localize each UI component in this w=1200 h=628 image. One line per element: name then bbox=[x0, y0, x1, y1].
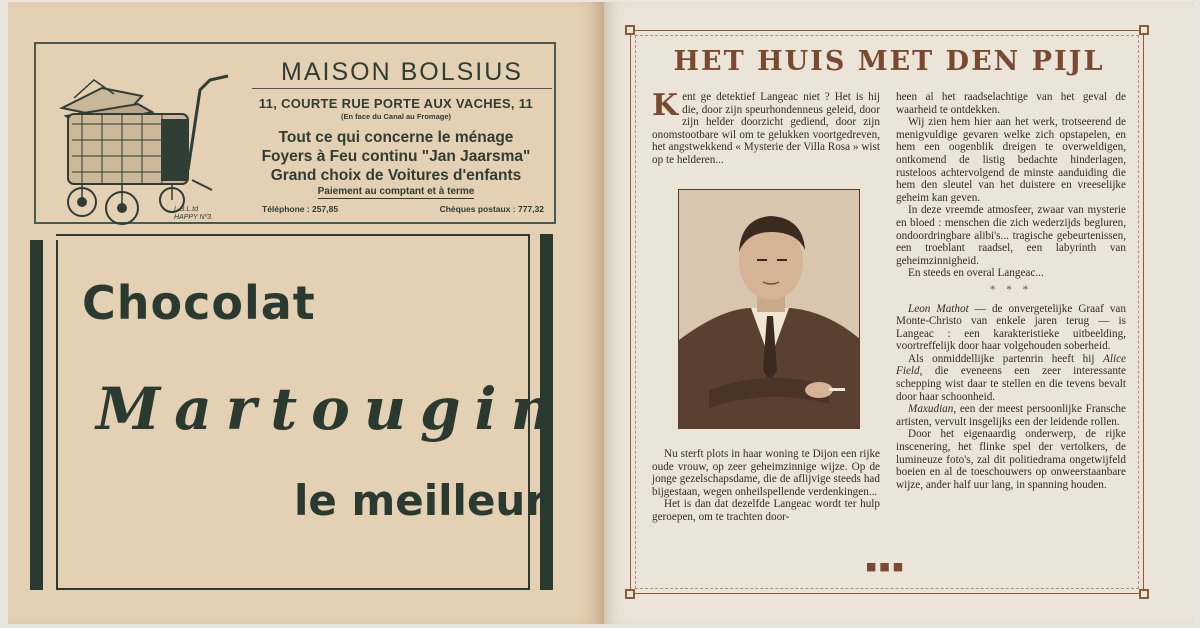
decorative-line bbox=[56, 240, 58, 590]
actor-portrait bbox=[678, 189, 860, 429]
article-col2 bbox=[896, 91, 1126, 491]
article-title: HET HUIS MET DEN PIJL bbox=[673, 46, 1105, 77]
left-page bbox=[8, 2, 604, 624]
article-col1-bottom bbox=[652, 448, 880, 524]
decorative-line bbox=[56, 234, 530, 236]
frame-corner bbox=[1139, 25, 1149, 35]
paragraph: In deze vreemde atmosfeer, zwaar van mysterie en bloed : menschen die zich wederzijds begluren, ondoordringbare alibi's... tragische gebeurtenissen, een troeblant raadsel, een labyrinth van geheimzinnigheid. bbox=[896, 204, 1126, 267]
section-stars: * * * bbox=[989, 283, 1033, 296]
pram-illustration bbox=[42, 50, 232, 225]
chocolat-line-3: le meilleur bbox=[294, 476, 547, 525]
maison-payment: Paiement au comptant et à terme bbox=[317, 186, 475, 197]
maison-title: MAISON BOLSIUS bbox=[252, 58, 552, 89]
chocolat-line-2: Martougin bbox=[96, 375, 567, 443]
chocolat-martougin-ad bbox=[26, 230, 567, 592]
right-page bbox=[604, 2, 1194, 624]
paragraph: Het is dan dat dezelfde Langeac wordt ter hulp geroepen, om te trachten door- bbox=[652, 498, 880, 523]
frame-corner bbox=[1139, 589, 1149, 599]
maison-offer-lines bbox=[226, 128, 566, 185]
decorative-bar bbox=[30, 240, 43, 590]
paragraph-mathot: Leon Mathot — de onvergetelijke Graaf van Monte-Christo van enkele jaren terug — is Langeac : een karakteristieke uitbeelding, voortreffelijk door haar volgehouden soberheid. bbox=[896, 302, 1126, 353]
maison-address: 11, COURTE RUE PORTE AUX VACHES, 11 bbox=[258, 96, 534, 111]
portrait-illustration bbox=[679, 190, 860, 429]
article-intro bbox=[652, 88, 880, 167]
dropcap: K bbox=[652, 88, 679, 123]
maison-bolsius-ad bbox=[34, 42, 556, 224]
paragraph: heen al het raadselachtige van het geval de waarheid te ontdekken. bbox=[896, 91, 1126, 116]
maison-address-note: (En face du Canal au Fromage) bbox=[340, 112, 452, 121]
decorative-line bbox=[56, 588, 530, 590]
chocolat-line-1: Chocolat bbox=[82, 276, 316, 330]
paragraph-field: Als onmiddellijke partenrin heeft hij Alice Field, die eveneens een zeer interessante schepping wist daar te stellen en die tevens bevalt door haar schoonheid. bbox=[896, 352, 1126, 403]
frame-corner bbox=[625, 589, 635, 599]
paragraph: Door het eigenaardig onderwerp, de rijke inscenering, het flinke spel der vertolkers, de lumineuze foto's, zal dit politiedrama ongetwijfeld boeien en al de toeschouwers op onweerstaanbare wijze, ander half uur lang, in spanning houden. bbox=[896, 428, 1126, 491]
frame-corner bbox=[625, 25, 635, 35]
paragraph: Wij zien hem hier aan het werk, trotseerend de menigvuldige gevaren welke zich opstapelen, en hem een oogenblik dreigen te overweldigen, ontkomend de listig bedachte hinderlagen, rusteloos achtervolgend de minste aanduiding die hem den sleutel van het duistere en vreeselijke geheim kan geven. bbox=[896, 116, 1126, 204]
maison-cheques: Chèques postaux : 777,32 bbox=[439, 204, 544, 214]
end-ornament: ■■■ bbox=[866, 560, 907, 573]
maison-line: Grand choix de Voitures d'enfants bbox=[270, 167, 522, 184]
paragraph: Nu sterft plots in haar woning te Dijon een rijke oude vrouw, op zeer geheimzinnige wijze. Op de jonge gezelschapsdame, die de aflijvige steeds had bijgestaan, wegen onheilspellende verdenkingen... bbox=[652, 448, 880, 498]
intro-text: ent ge detektief Langeac niet ? Het is hij die, door zijn speurhondenneus geleid, door zijn helder doorzicht gediend, door zijn onomstootbare wil om te gelukken voortgedreven, het angstwekkend « Mysterie der Villa Rosa » wist op te helderen... bbox=[652, 91, 880, 166]
maison-telephone: Téléphone : 257,85 bbox=[262, 204, 339, 214]
paragraph-maxudian: Maxudian, een der meest persoonlijke Fransche artisten, vervult insgelijks een der leidende rollen. bbox=[896, 403, 1126, 428]
paragraph: En steeds en overal Langeac... bbox=[908, 267, 1044, 280]
maison-line: Tout ce qui concerne le ménage bbox=[278, 129, 514, 146]
maison-line: Foyers à Feu continu "Jan Jaarsma" bbox=[261, 148, 531, 165]
pram-signature: L.B.L.td HAPPY Nº3. bbox=[174, 206, 213, 221]
